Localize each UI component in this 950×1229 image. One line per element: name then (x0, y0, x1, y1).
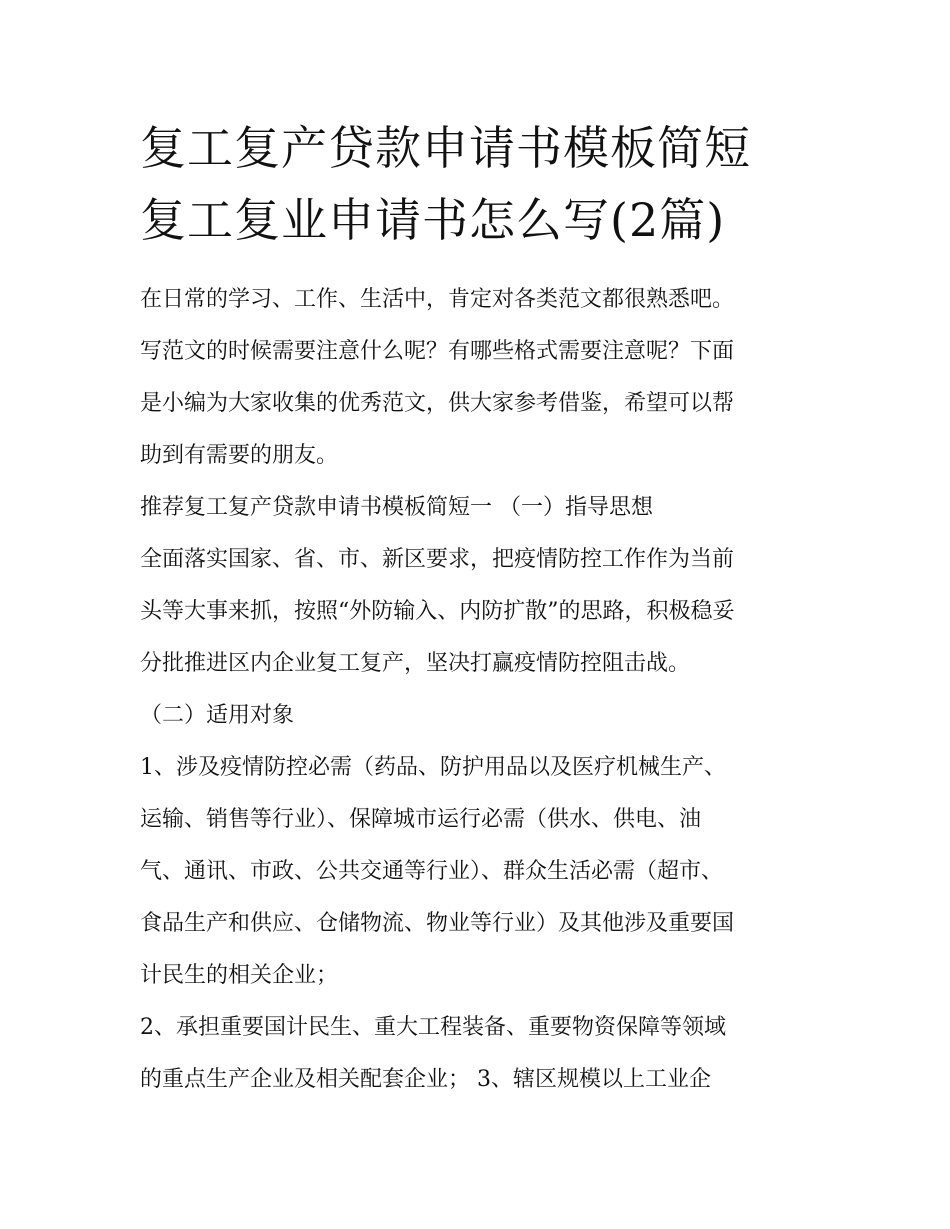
title-line: 复工复产贷款申请书模板简短 (140, 121, 751, 175)
section-heading-line: （二）适用对象 (140, 703, 295, 728)
body-line: 分批推进区内企业复工复产，坚决打赢疫情防控阻击战。 (140, 651, 691, 676)
body-line: 全面落实国家、省、市、新区要求，把疫情防控工作作为当前 (140, 547, 735, 572)
document-title (140, 112, 840, 256)
body-line: 助到有需要的朋友。 (140, 443, 339, 468)
list-item-line: 计民生的相关企业； (140, 963, 339, 988)
section-heading-line: 推荐复工复产贷款申请书模板简短一 （一）指导思想 (140, 495, 653, 520)
list-item-line: 食品生产和供应、仓储物流、物业等行业）及其他涉及重要国 (140, 911, 735, 936)
body-line: 是小编为大家收集的优秀范文，供大家参考借鉴，希望可以帮 (140, 391, 735, 416)
list-item-line: 的重点生产企业及相关配套企业； 3、辖区规模以上工业企 (140, 1067, 711, 1092)
body-line: 头等大事来抓，按照“外防输入、内防扩散”的思路，积极稳妥 (140, 599, 735, 624)
title-line: 复工复业申请书怎么写(2篇) (140, 193, 726, 247)
list-item-line: 运输、销售等行业）、保障城市运行必需（供水、供电、油 (140, 807, 702, 832)
list-item-line: 气、通讯、市政、公共交通等行业）、群众生活必需（超市、 (140, 859, 724, 884)
body-line: 写范文的时候需要注意什么呢？有哪些格式需要注意呢？下面 (140, 339, 735, 364)
list-item-line: 1、涉及疫情防控必需（药品、防护用品以及医疗机械生产、 (140, 755, 726, 780)
document-body (140, 274, 830, 1106)
body-line: 在日常的学习、工作、生活中，肯定对各类范文都很熟悉吧。 (140, 287, 735, 312)
list-item-line: 2、承担重要国计民生、重大工程装备、重要物资保障等领域 (140, 1015, 726, 1040)
